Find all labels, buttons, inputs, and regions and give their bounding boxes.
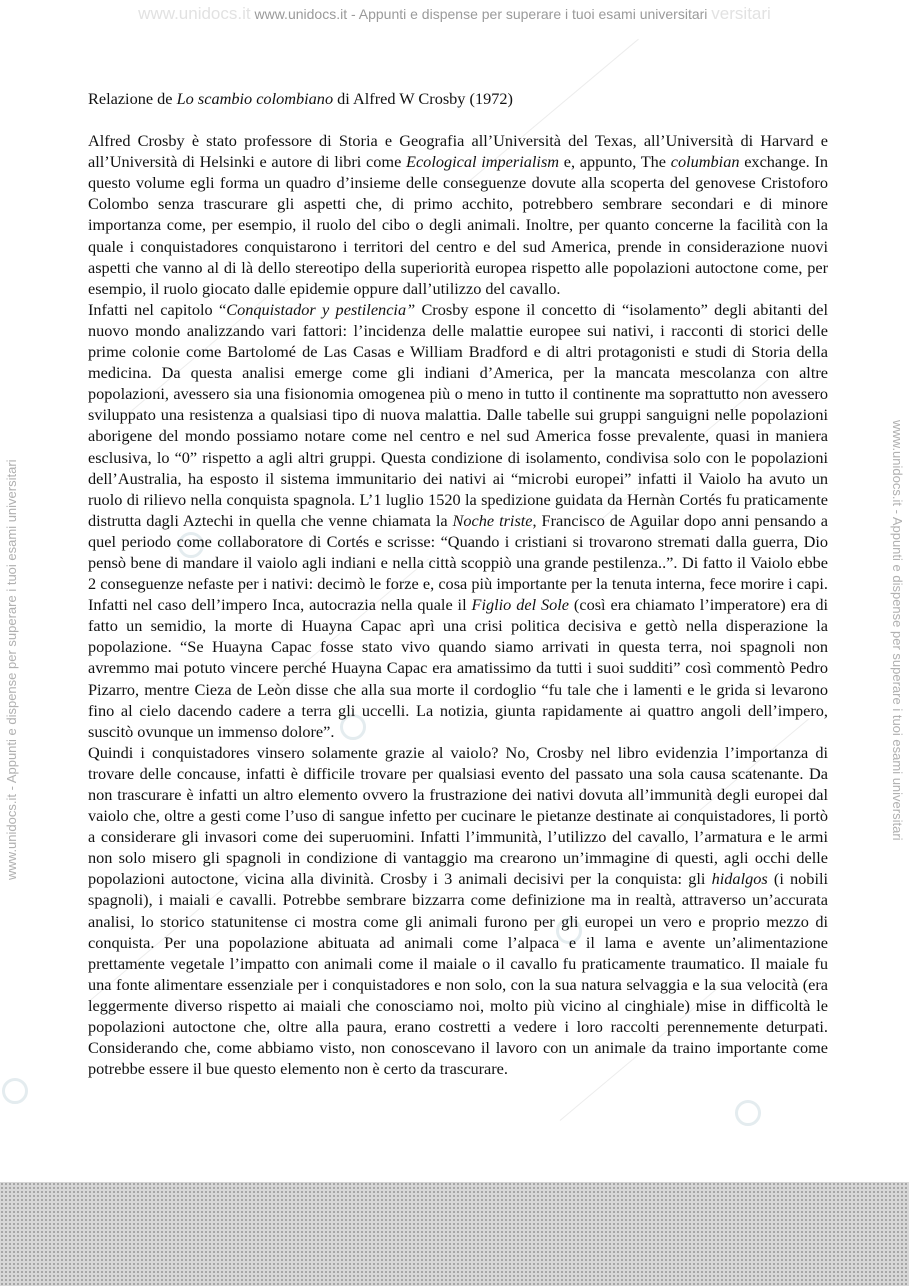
title-book: Lo scambio colombiano [176, 89, 334, 108]
paragraph-1 [88, 130, 828, 299]
document-body [88, 88, 828, 1079]
paragraph-3 [88, 742, 828, 1080]
text-run: Crosby espone il concetto di “isolamento” degli abitanti del nuovo mondo analizzando vari fattori: l’incidenza delle malattie europee sui nativi, i racconti di storici delle prime colonie come Bartolomé de Las Casas e William Bradford e di altri protagonisti e studi di Storia della medicina. Da questa analisi emerge come gli indiani d’America, per la mancata mescolanza con altre popolazioni, avessero sia una fisionomia omogenea più o meno in tutto il continente ma soprattutto non avessero sviluppato una resistenza a qualsiasi tipo di nuova malattia. Dalle tabelle sui gruppi sanguigni nelle popolazioni aborigene del mondo possiamo notare come nel centro e nel sud America fosse prevalente, quasi in maniera esclusiva, lo “0” rispetto a agli altri gruppi. Questa condizione di isolamento, condivisa solo con le popolazioni dell’Australia, ha esposto il sistema immunitario dei nativi ai “microbi europei” infatti il Vaiolo ha avuto un ruolo di rilievo nella conquista spagnola. L’1 luglio 1520 la spedizione guidata da Hernàn Cortés fu praticamente distrutta dagli Aztechi in quella che venne chiamata la [88, 299, 828, 530]
text-run: Infatti nel capitolo “ [88, 299, 227, 319]
watermark-ghost-right: versitari [711, 4, 771, 23]
document-title [88, 88, 828, 109]
text-run-italic: Figlio del Sole [471, 595, 570, 615]
watermark-logo-icon [735, 1100, 761, 1126]
watermark-top-text: www.unidocs.it - Appunti e dispense per superare i tuoi esami universitari [254, 6, 708, 22]
title-prefix: Relazione de [88, 89, 177, 108]
title-suffix: di Alfred W Crosby (1972) [333, 89, 513, 108]
text-run-italic: columbian [670, 152, 740, 172]
text-run: (i nobili spagnoli), i maiali e cavalli. Potrebbe sembrare bizzarra come definizione ma in realtà, attraverso un’accurata analisi, lo storico statunitense ci mostra come gli animali furono per gli europei un vero e proprio mezzo di conquista. Per una popolazione abituata ad animali come l’alpaca e il lama e avente un’alimentazione prettamente vegetale l’impatto con animali come il maiale o il cavallo fu praticamente traumatico. Il maiale fu una fonte alimentare essenziale per i conquistadores e non solo, con la sua natura selvaggia e la sua velocità (era leggermente diverso rispetto ai maiali che conosciamo noi, molto più vicino al cinghiale) mise in difficoltà le popolazioni autoctone che, oltre alla paura, erano costretti a vedere i loro raccolti perennemente deturpati. Considerando che, come abbiamo visto, non conoscevano il lavoro con un animale da traino importante come potrebbe essere il bue questo elemento non è certo da trascurare. [88, 869, 829, 1079]
watermark-right [885, 0, 909, 1180]
text-run: (così era chiamato l’imperatore) era di fatto un semidio, la morte di Huayna Capac aprì una crisi politica decisiva e gettò nella disperazione la popolazione. “Se Huayna Capac fosse stato vivo quando siamo arrivati in questa terra, noi spagnoli non avremmo mai potuto vincere perché Huayna Capac era amatissimo da tutti i suoi sudditi” così commentò Pedro Pizarro, mentre Cieza de Leòn disse che alla sua morte il cordoglio “fu tale che i lamenti e le grida si levarono fino al cielo dacendo cadere a terra gli uccelli. La notizia, giunta rapidamente ai quattro angoli dell’impero, suscitò ovunque un immenso dolore”. [88, 595, 829, 741]
text-run-italic: Noche triste [452, 510, 533, 530]
watermark-left [0, 0, 24, 1180]
text-run: e, appunto, The [559, 152, 671, 172]
text-run-italic: hidalgos [711, 869, 768, 889]
text-run: , Francisco de Aguilar dopo anni pensando a quel periodo come collaboratore di Cortés e scrisse: “Quando i cristiani si trovarono stremati dalla guerra, Dio pensò bene di mandare il vaiolo agli indiani e nella città scoppiò una grande pestilenza..”. Di fatto il Vaiolo ebbe 2 conseguenze nefaste per i nativi: decimò le forze e, cosa più importante per la tenuta interna, fece morire i capi. Infatti nel caso dell’impero Inca, autocrazia nella quale il [88, 510, 829, 615]
text-run: exchange. In questo volume egli forma un quadro d’insieme delle conseguenze dovute alla scoperta del genovese Cristoforo Colombo senza trascurare gli aspetti che, di primo acchito, potrebbero sembrare secondari e di minore importanza come, per esempio, il ruolo del cibo o degli animali. Inoltre, per quanto concerne la facilità con la quale i conquistadores conquistarono i territori del centro e del sud America, prende in considerazione nuovi aspetti che vanno al di là dello stereotipo della superiorità europea rispetto alle popolazioni autoctone come, per esempio, il ruolo giocato dalle epidemie oppure dall’utilizzo del cavallo. [88, 152, 829, 298]
watermark-right-text: www.unidocs.it - Appunti e dispense per superare i tuoi esami universitari [890, 420, 905, 841]
watermark-top [0, 4, 909, 24]
watermark-ghost-left: www.unidocs.it [138, 4, 251, 23]
text-run: Quindi i conquistadores vinsero solamente grazie al vaiolo? No, Crosby nel libro evidenzia l’importanza di trovare delle concause, infatti è difficile trovare per qualsiasi evento del passato una sola causa scatenante. Da non trascurare è infatti un altro elemento ovvero la frustrazione dei nativi dovuta all’immunità degli europei dal vaiolo che, oltre a gesti come l’uso di sangue infetto per cucinare le pietanze destinate ai conquistadores, li portò a considerare gli invasori come dei superuomini. Infatti l’immunità, l’utilizzo del cavallo, l’armatura e le armi non solo misero gli spagnoli in condizione di vantaggio ma crearono un’immagine di questi, agli occhi delle popolazioni autoctone, vicina alla divinità. Crosby i 3 animali decisivi per la conquista: gli [88, 742, 828, 889]
watermark-logo-icon [2, 1078, 28, 1104]
paragraph-2 [88, 299, 828, 742]
watermark-left-text: www.unidocs.it - Appunti e dispense per superare i tuoi esami universitari [4, 459, 19, 880]
text-run-italic: Ecological imperialism [406, 152, 560, 172]
text-run-italic: Conquistador y pestilencia” [226, 299, 416, 319]
text-run: Alfred Crosby è stato professore di Storia e Geografia all’Università del Texas, all’Università di Harvard e all’Università di Helsinki e autore di libri come [88, 131, 828, 172]
preview-mask-pattern [0, 1182, 909, 1286]
